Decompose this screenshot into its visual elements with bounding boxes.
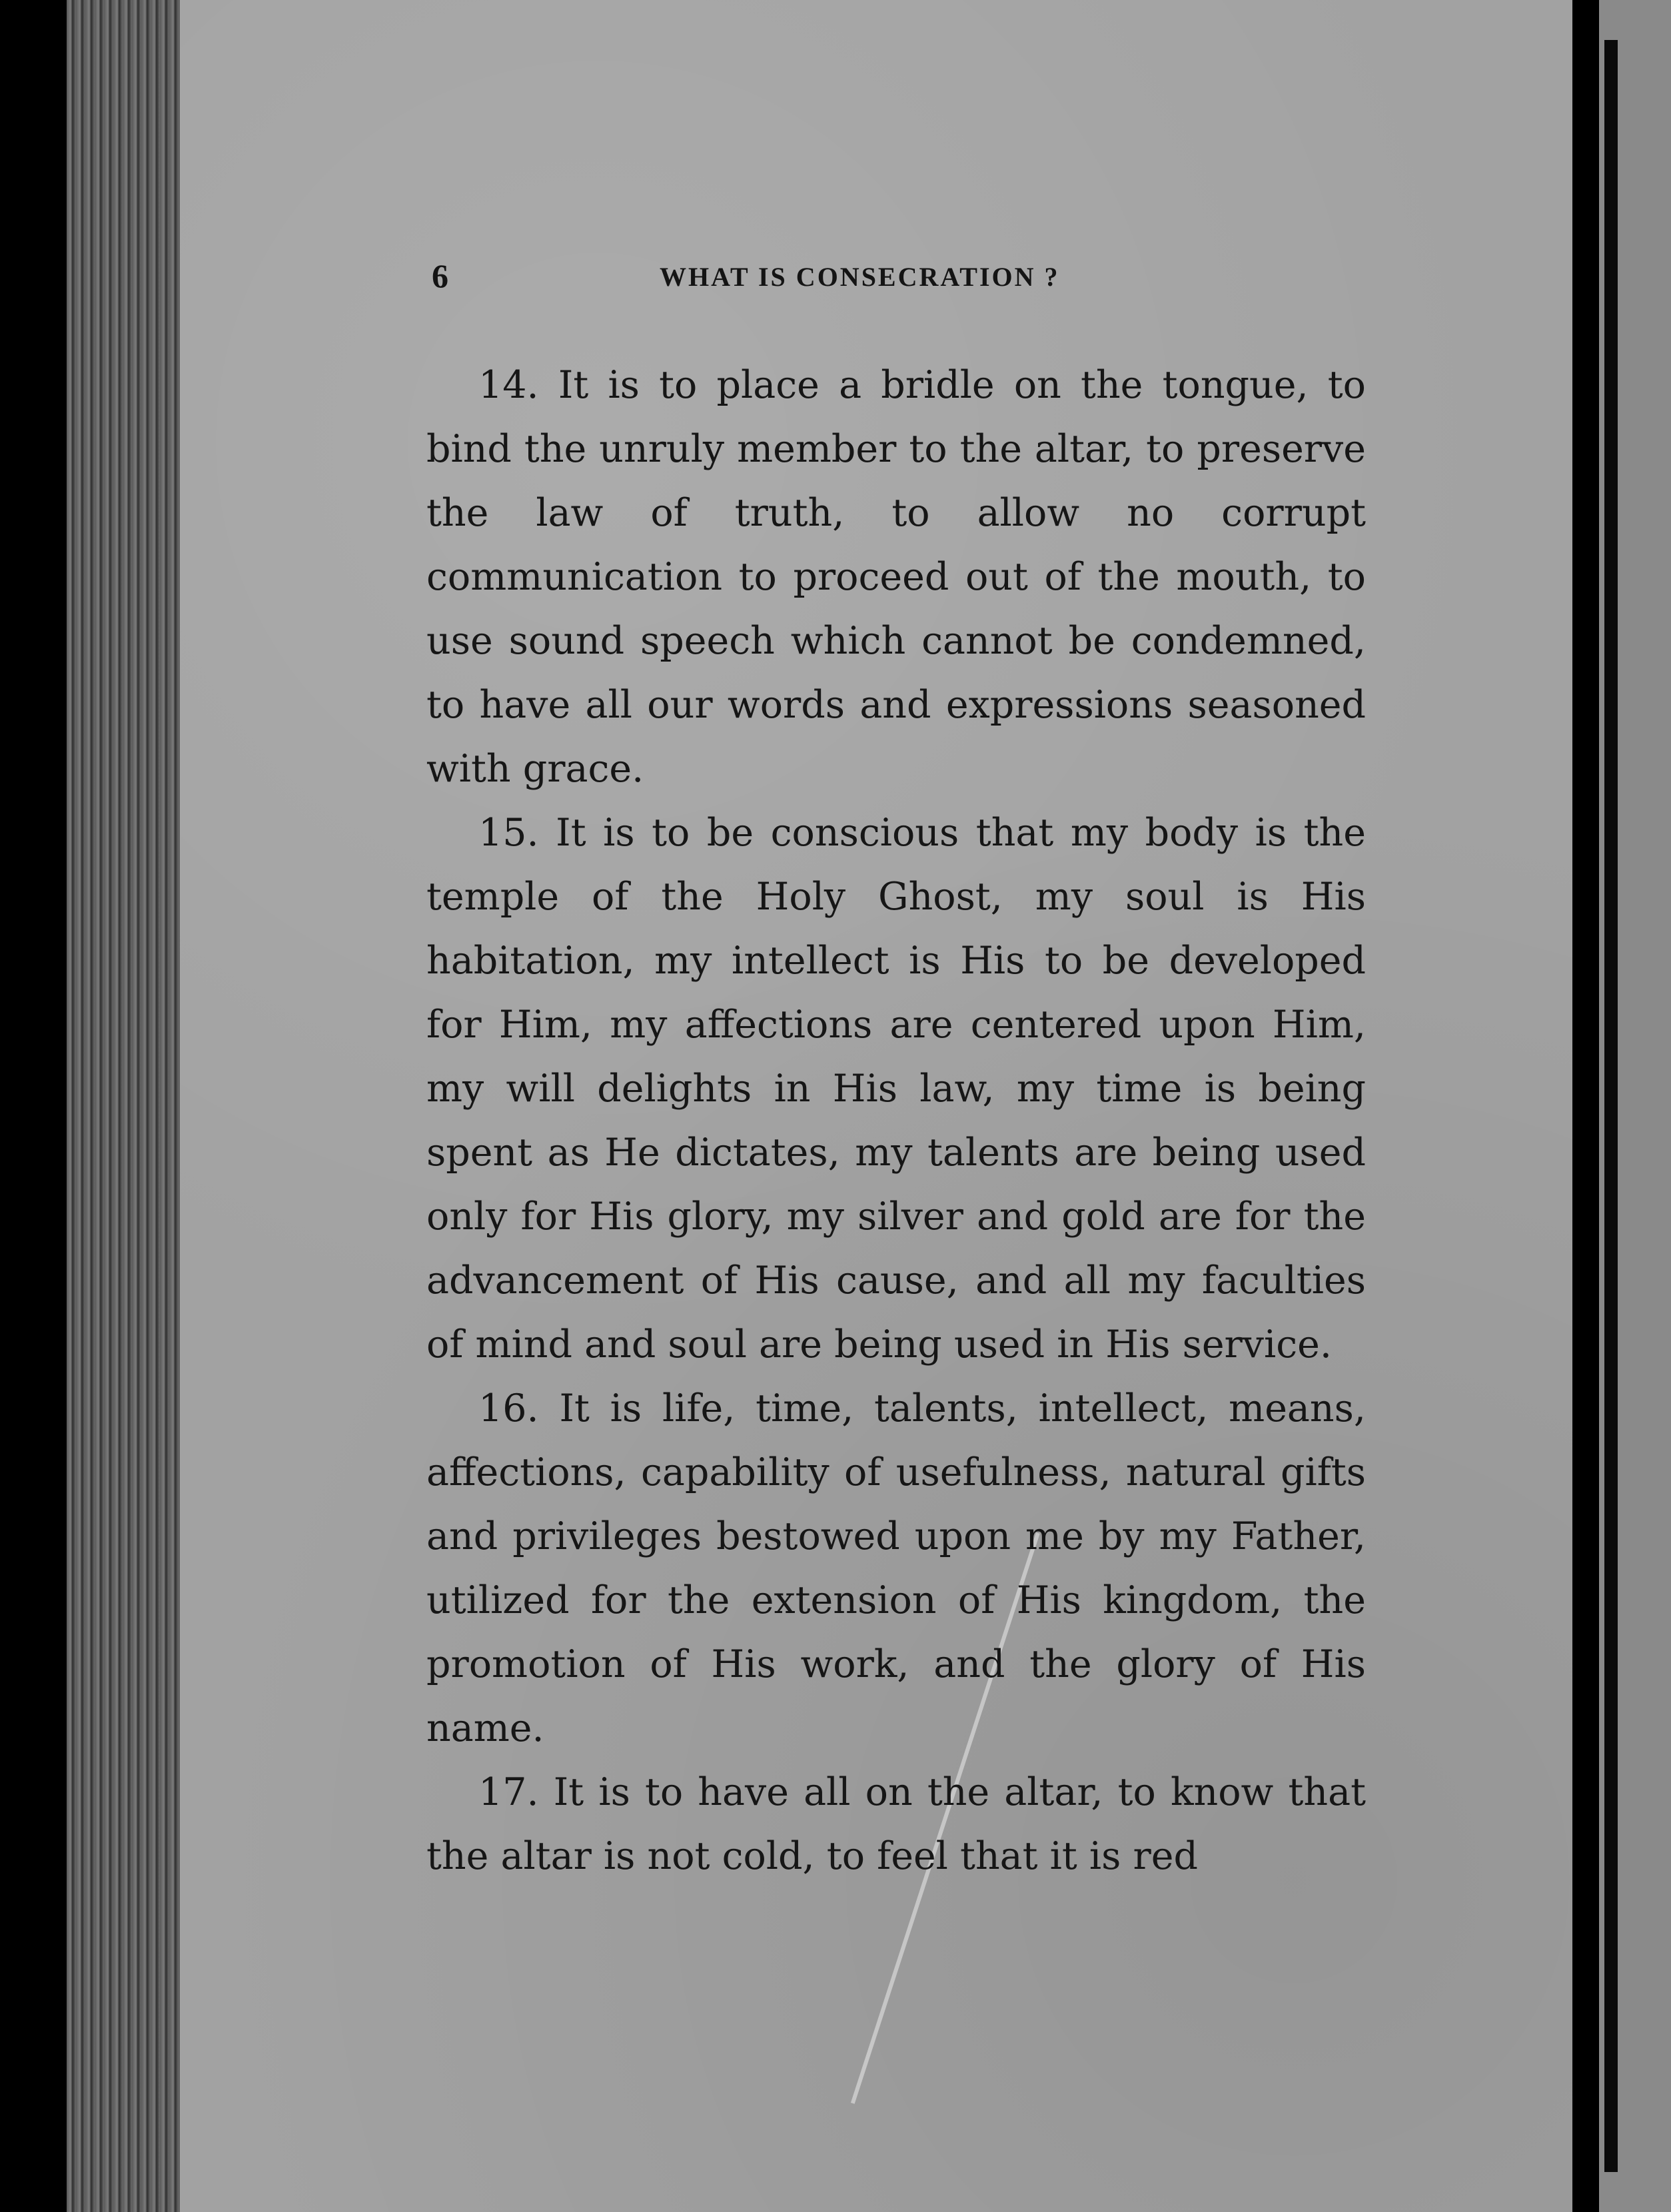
- paragraph-17: 17. It is to have all on the altar, to know that the altar is not cold, to feel that it is red: [426, 1770, 1366, 1878]
- paragraph-16: 16. It is life, time, talents, intellect, means, affections, capability of usefulness, natural gifts and privileges bestowed upon me by my Father, utilized for the extension of His kingdom, the promotion of His work, and the glory of His name.: [426, 1386, 1366, 1750]
- binding-edge: [1604, 40, 1618, 2172]
- running-title: WHAT IS CONSECRATION ?: [660, 262, 1060, 292]
- paragraph-14: 14. It is to place a bridle on the tongue, to bind the unruly member to the altar, to preserve the law of truth, to allow no corrupt communication to proceed out of the mouth, to use sound speech which cannot be condemned, to have all our words and expressions seasoned with grace.: [426, 363, 1366, 791]
- gutter-shadow: [1572, 0, 1579, 2212]
- paragraph-15: 15. It is to be conscious that my body is the temple of the Holy Ghost, my soul is His habitation, my intellect is His to be developed for Him, my affections are centered upon Him, my will delights in His law, my time is being spent as He dictates, my talents are being used only for His glory, my silver and gold are for the advancement of His cause, and all my faculties of mind and soul are being used in His service.: [426, 811, 1366, 1367]
- body-text: [426, 353, 1366, 1888]
- page-number: 6: [432, 257, 448, 294]
